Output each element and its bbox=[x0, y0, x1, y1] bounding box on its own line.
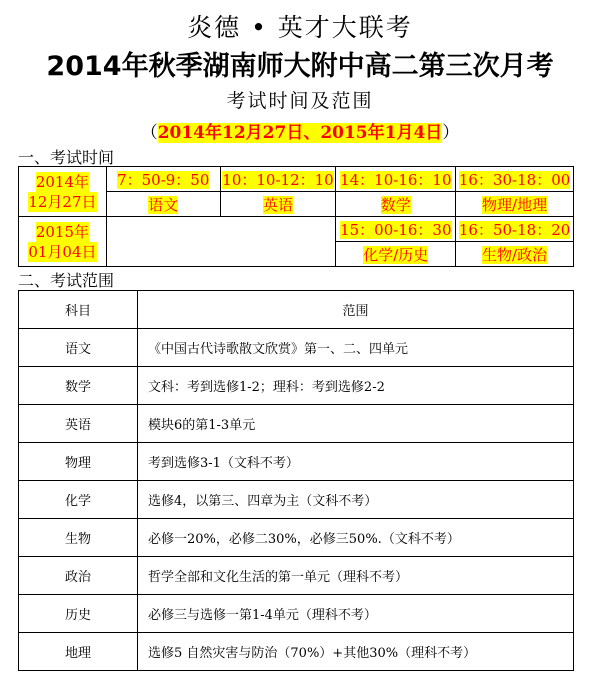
table-row bbox=[19, 481, 574, 519]
day2-date-cell bbox=[19, 217, 107, 267]
exam-date-range bbox=[0, 118, 600, 143]
table-row bbox=[19, 633, 574, 671]
scope-table-header bbox=[19, 291, 574, 329]
row-range: 选修5 自然灾害与防治（70%）+其他30%（理科不考） bbox=[138, 633, 574, 671]
day1-date-line2: 12月27日 bbox=[28, 192, 97, 211]
row-range: 哲学全部和文化生活的第一单元（理科不考） bbox=[138, 557, 574, 595]
day1-date-line1: 2014年 bbox=[35, 172, 90, 191]
day1-date-cell bbox=[19, 167, 107, 217]
row-range: 必修三与选修一第1-4单元（理科不考） bbox=[138, 595, 574, 633]
row-range: 文科：考到选修1-2；理科：考到选修2-2 bbox=[138, 367, 574, 405]
row-subject: 地理 bbox=[19, 633, 138, 671]
table-row bbox=[19, 405, 574, 443]
row-subject: 物理 bbox=[19, 443, 138, 481]
row-range: 《中国古代诗歌散文欣赏》第一、二、四单元 bbox=[138, 329, 574, 367]
day1-slot4-time: 16：30-18：00 bbox=[456, 167, 574, 192]
day2-date-line2: 01月04日 bbox=[28, 242, 97, 261]
day2-slot2-subject: 生物/政治 bbox=[456, 242, 574, 267]
day1-slot2-subject: 英语 bbox=[220, 192, 336, 217]
row-subject: 英语 bbox=[19, 405, 138, 443]
section-exam-scope-title: 二、考试范围 bbox=[18, 271, 115, 290]
table-row bbox=[19, 367, 574, 405]
day2-slot1-time: 15：00-16：30 bbox=[336, 217, 456, 242]
exam-time-table bbox=[18, 166, 574, 267]
row-range: 选修4，以第三、四章为主（文科不考） bbox=[138, 481, 574, 519]
col-header-range: 范围 bbox=[138, 291, 574, 329]
day1-slot1-subject: 语文 bbox=[106, 192, 220, 217]
day2-slot1-subject: 化学/历史 bbox=[336, 242, 456, 267]
table-row bbox=[19, 443, 574, 481]
day2-slot2-time: 16：50-18：20 bbox=[456, 217, 574, 242]
row-subject: 生物 bbox=[19, 519, 138, 557]
section-exam-time-title: 一、考试时间 bbox=[18, 148, 115, 167]
day2-date-line1: 2015年 bbox=[35, 222, 90, 241]
row-subject: 语文 bbox=[19, 329, 138, 367]
day1-slot1-time: 7：50-9：50 bbox=[106, 167, 220, 192]
exam-subtitle: 考试时间及范围 bbox=[226, 90, 374, 112]
row-range: 考到选修3-1（文科不考） bbox=[138, 443, 574, 481]
col-header-subject: 科目 bbox=[19, 291, 138, 329]
exam-scope-table bbox=[18, 290, 574, 671]
row-subject: 数学 bbox=[19, 367, 138, 405]
row-range: 必修一20%，必修二30%，必修三50%.（文科不考） bbox=[138, 519, 574, 557]
paren-open: （ bbox=[140, 123, 158, 143]
row-subject: 政治 bbox=[19, 557, 138, 595]
day1-slot2-time: 10：10-12：10 bbox=[220, 167, 336, 192]
row-subject: 化学 bbox=[19, 481, 138, 519]
date-range-text: 2014年12月27日、2015年1月4日 bbox=[157, 123, 443, 143]
contest-brand-title: 炎德 • 英才大联考 bbox=[187, 13, 413, 42]
row-subject: 历史 bbox=[19, 595, 138, 633]
table-row bbox=[19, 595, 574, 633]
table-row bbox=[19, 519, 574, 557]
day1-slot3-subject: 数学 bbox=[336, 192, 456, 217]
day2-empty-cell bbox=[106, 217, 336, 267]
table-row bbox=[19, 557, 574, 595]
day1-slot4-subject: 物理/地理 bbox=[456, 192, 574, 217]
row-range: 模块6的第1-3单元 bbox=[138, 405, 574, 443]
table-row bbox=[19, 329, 574, 367]
exam-main-title: 2014年秋季湖南师大附中高二第三次月考 bbox=[46, 51, 554, 82]
day1-slot3-time: 14：10-16：10 bbox=[336, 167, 456, 192]
paren-close: ） bbox=[442, 123, 460, 143]
